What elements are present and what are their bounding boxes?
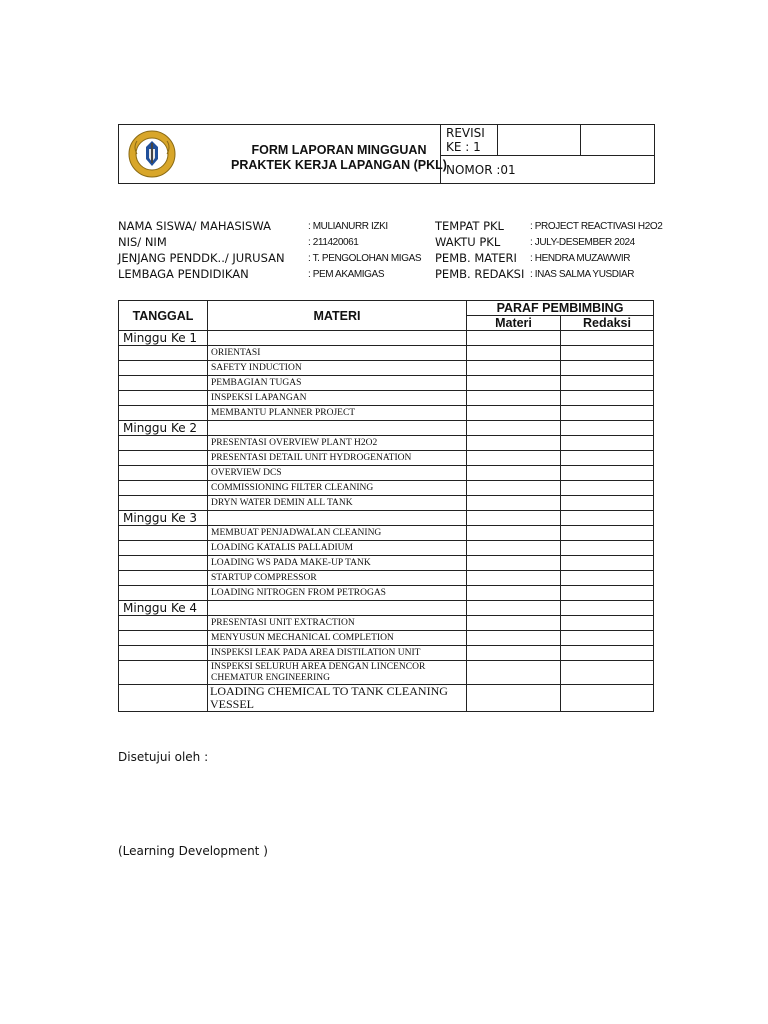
form-header <box>118 124 655 184</box>
materi-item: STARTUP COMPRESSOR <box>208 571 467 586</box>
materi-item: LOADING WS PADA MAKE-UP TANK <box>208 556 467 571</box>
materi-item: PRESENTASI DETAIL UNIT HYDROGENATION <box>208 451 467 466</box>
materi-item: MENYUSUN MECHANICAL COMPLETION <box>208 631 467 646</box>
materi-item: MEMBUAT PENJADWALAN CLEANING <box>208 526 467 541</box>
col-header-paraf-redaksi: Redaksi <box>561 316 654 331</box>
info-value-nim: : 211420061 <box>308 237 359 248</box>
week-label: Minggu Ke 1 <box>119 331 208 346</box>
signatory-label: (Learning Development ) <box>118 844 268 858</box>
materi-item: LOADING KATALIS PALLADIUM <box>208 541 467 556</box>
info-label-pemb-materi: PEMB. MATERI <box>435 251 517 265</box>
materi-item: MEMBANTU PLANNER PROJECT <box>208 406 467 421</box>
info-label-tempat: TEMPAT PKL <box>435 219 504 233</box>
col-header-materi: MATERI <box>208 301 467 331</box>
col-header-paraf-materi: Materi <box>467 316 561 331</box>
info-value-tempat: : PROJECT REACTIVASI H2O2 <box>530 221 663 232</box>
revisi-number: KE : 1 <box>446 140 481 154</box>
info-label-nama: NAMA SISWA/ MAHASISWA <box>118 219 271 233</box>
week-label: Minggu Ke 4 <box>119 601 208 616</box>
info-value-waktu: : JULY-DESEMBER 2024 <box>530 237 635 248</box>
info-label-nim: NIS/ NIM <box>118 235 167 249</box>
header-divider <box>580 125 581 155</box>
form-title-line1: FORM LAPORAN MINGGUAN <box>251 143 427 157</box>
materi-item: LOADING CHEMICAL TO TANK CLEANING VESSEL <box>208 685 467 712</box>
info-value-pemb-redaksi: : INAS SALMA YUSDIAR <box>530 269 635 280</box>
week-label: Minggu Ke 2 <box>119 421 208 436</box>
materi-item: OVERVIEW DCS <box>208 466 467 481</box>
materi-item: INSPEKSI LAPANGAN <box>208 391 467 406</box>
info-value-nama: : MULIANURR IZKI <box>308 221 388 232</box>
materi-item: PEMBAGIAN TUGAS <box>208 376 467 391</box>
info-value-pemb-materi: : HENDRA MUZAWWIR <box>530 253 631 264</box>
materi-item: PRESENTASI UNIT EXTRACTION <box>208 616 467 631</box>
materi-item: PRESENTASI OVERVIEW PLANT H2O2 <box>208 436 467 451</box>
materi-item: SAFETY INDUCTION <box>208 361 467 376</box>
week-label: Minggu Ke 3 <box>119 511 208 526</box>
materi-item: COMMISSIONING FILTER CLEANING <box>208 481 467 496</box>
approved-by-label: Disetujui oleh : <box>118 750 209 764</box>
info-value-lembaga: : PEM AKAMIGAS <box>308 269 385 280</box>
materi-item: DRYN WATER DEMIN ALL TANK <box>208 496 467 511</box>
form-title-line2: PRAKTEK KERJA LAPANGAN (PKL) <box>231 158 447 172</box>
materi-item: INSPEKSI SELURUH AREA DENGAN LINCENCOR CHEMATUR ENGINEERING <box>208 661 467 685</box>
materi-item: INSPEKSI LEAK PADA AREA DISTILATION UNIT <box>208 646 467 661</box>
info-label-lembaga: LEMBAGA PENDIDIKAN <box>118 267 249 281</box>
info-label-waktu: WAKTU PKL <box>435 235 501 249</box>
nomor-label: NOMOR :01 <box>446 163 516 177</box>
weekly-report-table <box>118 300 654 712</box>
institution-seal-icon <box>125 129 179 179</box>
info-label-jenjang: JENJANG PENDDK../ JURUSAN <box>118 251 285 265</box>
info-label-pemb-redaksi: PEMB. REDAKSI <box>435 267 525 281</box>
col-header-tanggal: TANGGAL <box>119 301 208 331</box>
col-header-paraf: PARAF PEMBIMBING <box>467 301 654 316</box>
materi-item: LOADING NITROGEN FROM PETROGAS <box>208 586 467 601</box>
info-value-jenjang: : T. PENGOLOHAN MIGAS <box>308 253 422 264</box>
materi-item: ORIENTASI <box>208 346 467 361</box>
revisi-label: REVISI <box>446 126 485 140</box>
